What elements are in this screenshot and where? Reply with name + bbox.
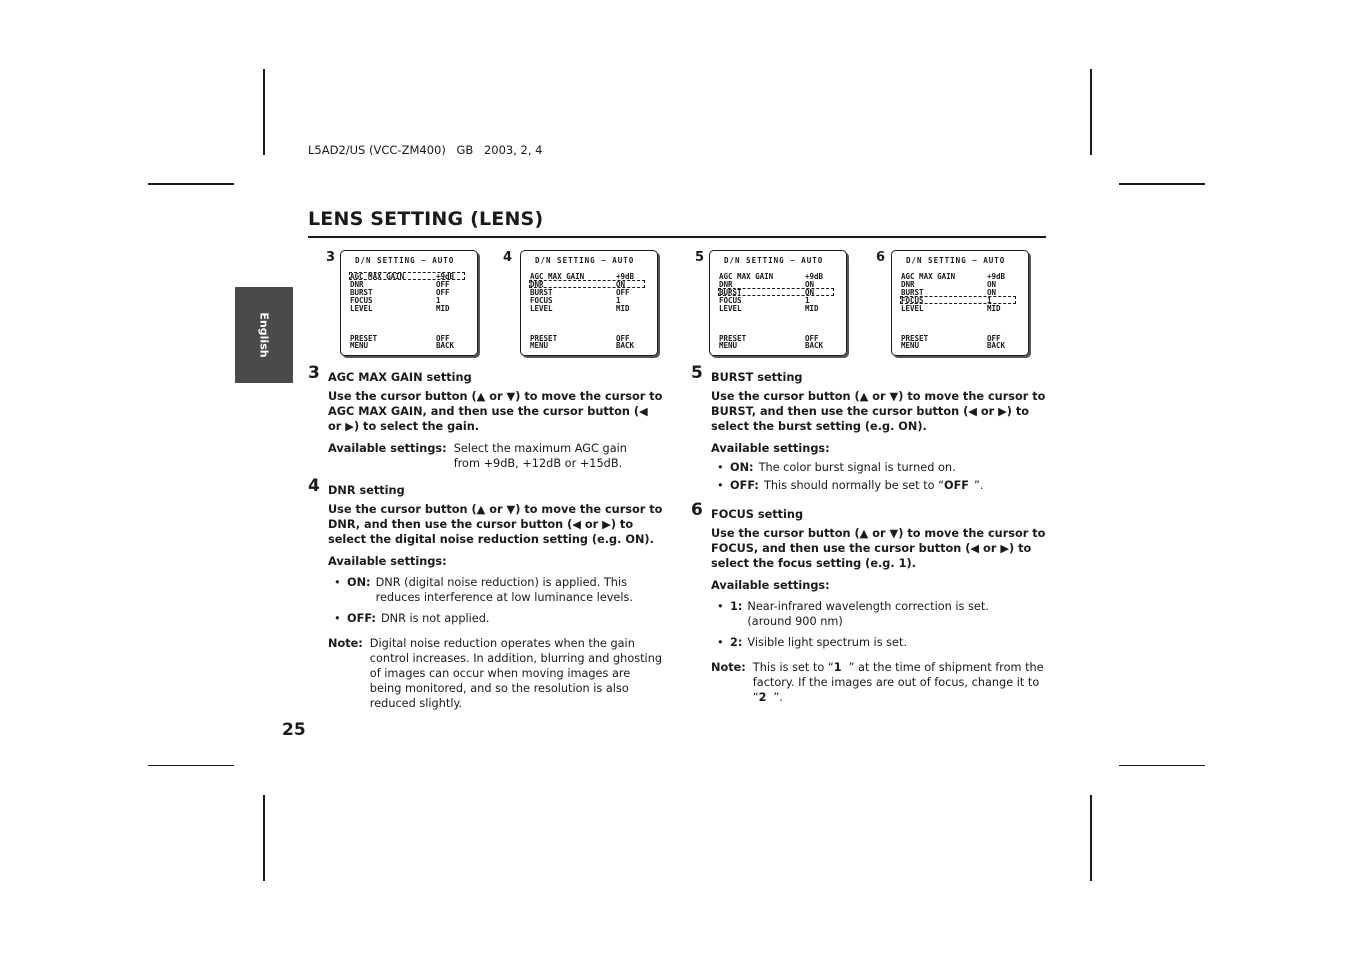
- screen-row-value: MID: [987, 304, 1001, 313]
- screen-number: 4: [503, 250, 513, 265]
- screen-row-label: AGC MAX GAIN: [719, 272, 774, 281]
- screen-row-value: OFF: [616, 288, 630, 297]
- screen-row-value: 1: [616, 296, 621, 305]
- language-tab-label: English: [257, 312, 271, 358]
- screen-number: 6: [876, 250, 886, 265]
- option-label: 1:: [730, 600, 743, 613]
- screen-title: D/N SETTING − AUTO: [535, 256, 635, 265]
- crop-mark: [263, 69, 265, 155]
- right-column: [691, 363, 1046, 713]
- screen-row: [719, 304, 819, 313]
- step-number: 6: [691, 500, 703, 520]
- note-text: Digital noise reduction operates when the gain control increases. In addition, blurring and ghosting of images can occur when moving images are being monitored, and so the resolution is also reduced slightly.: [369, 637, 663, 710]
- screen-row-value: BACK: [805, 341, 824, 350]
- option-text: The color burst signal is turned on.: [758, 461, 956, 474]
- section-heading: DNR setting: [328, 484, 405, 497]
- screen-title: D/N SETTING − AUTO: [906, 256, 1006, 265]
- note-label: Note:: [711, 661, 746, 674]
- language-tab: [235, 287, 293, 383]
- instruction: Use the cursor button (▲ or ▼) to move the cursor to AGC MAX GAIN, and then use the cursor button (◀ or ▶) to select the gain.: [328, 390, 663, 433]
- screen-title: D/N SETTING − AUTO: [724, 256, 824, 265]
- option-label: OFF:: [730, 479, 759, 492]
- screen-row: [901, 341, 1006, 350]
- screen-row-value: MID: [805, 304, 819, 313]
- screen-row-label: MENU: [350, 341, 369, 350]
- screen-row-value: OFF: [987, 334, 1001, 343]
- available-settings: [328, 441, 663, 471]
- section-heading: BURST setting: [711, 371, 803, 384]
- screen-row-label: MENU: [901, 341, 920, 350]
- screen-row-label: LEVEL: [350, 304, 373, 313]
- screen-row: [719, 341, 824, 350]
- list-item: • ON: DNR (digital noise reduction) is applied. This reduces interference at low luminance levels.: [334, 575, 663, 605]
- note: [711, 660, 1046, 705]
- menu-screen: [709, 250, 847, 356]
- available-text: Select the maximum AGC gain from +9dB, +12dB or +15dB.: [453, 442, 627, 470]
- screen-number: 5: [695, 250, 705, 265]
- screen-row-value: ON: [616, 280, 626, 289]
- header-model: L5AD2/US (VCC-ZM400): [308, 143, 446, 157]
- screen-row-label: AGC MAX GAIN: [350, 272, 405, 281]
- screen-row-value: OFF: [616, 334, 630, 343]
- screen-title: D/N SETTING − AUTO: [355, 256, 455, 265]
- screen-row-value: OFF: [436, 334, 450, 343]
- section-heading: AGC MAX GAIN setting: [328, 371, 472, 384]
- crop-mark: [1119, 183, 1205, 185]
- screen-row-label: LEVEL: [719, 304, 742, 313]
- screen-row-label: BURST: [901, 288, 924, 297]
- step-number: 5: [691, 363, 703, 383]
- screen-row-value: +9dB: [436, 272, 455, 281]
- option-label: ON:: [730, 461, 754, 474]
- screen-row-label: MENU: [719, 341, 738, 350]
- screen-row-label: LEVEL: [530, 304, 553, 313]
- option-text: DNR is not applied.: [380, 612, 490, 625]
- screen-row-label: BURST: [719, 288, 742, 297]
- instruction: Use the cursor button (▲ or ▼) to move the cursor to BURST, and then use the cursor button (◀ or ▶) to select the burst setting (e.g. ON).: [711, 390, 1046, 433]
- cursor-highlight: [529, 280, 645, 288]
- note-text: This is set to “1 ” at the time of shipment from the factory. If the images are out of focus, change it to “2 ”.: [752, 661, 1044, 704]
- screen-row-value: ON: [805, 280, 815, 289]
- screen-row-label: BURST: [530, 288, 553, 297]
- list-item: • OFF: This should normally be set to “OFF ”.: [717, 479, 984, 492]
- step-number: 4: [308, 476, 320, 496]
- screen-row-label: PRESET: [350, 334, 378, 343]
- screen-row-value: +9dB: [987, 272, 1006, 281]
- instruction: Use the cursor button (▲ or ▼) to move the cursor to FOCUS, and then use the cursor button (◀ or ▶) to select the focus setting (e.g. 1).: [711, 527, 1046, 570]
- title-rule: [308, 236, 1046, 238]
- available-label: Available settings:: [711, 442, 830, 455]
- screen-row: [901, 304, 1001, 313]
- crop-mark: [263, 795, 265, 881]
- screen-row-value: MID: [616, 304, 630, 313]
- menu-screen: [340, 250, 478, 356]
- available-label: Available settings:: [711, 579, 830, 592]
- available-label: Available settings:: [328, 555, 447, 568]
- screen-row: [530, 341, 635, 350]
- option-text: This should normally be set to “OFF ”.: [763, 479, 984, 492]
- screen-row-value: ON: [805, 288, 815, 297]
- crop-mark: [1090, 69, 1092, 155]
- screen-row-label: DNR: [901, 280, 915, 289]
- header-lang-code: GB: [456, 143, 474, 157]
- list-item: • OFF: DNR is not applied.: [334, 612, 490, 625]
- page-header: [308, 143, 549, 157]
- note: [328, 636, 663, 711]
- list-item: • ON: The color burst signal is turned on.: [717, 461, 956, 474]
- option-text: Visible light spectrum is set.: [747, 636, 908, 649]
- screen-row-label: FOCUS: [719, 296, 742, 305]
- screen-row-value: 1: [805, 296, 810, 305]
- screen-row-value: +9dB: [616, 272, 635, 281]
- screen-row: [530, 304, 630, 313]
- screen-row-value: ON: [987, 288, 997, 297]
- screen-row-label: DNR: [350, 280, 364, 289]
- screen-row-value: ON: [987, 280, 997, 289]
- crop-mark: [148, 183, 234, 185]
- crop-mark: [1119, 765, 1205, 766]
- screen-row-value: 1: [987, 296, 992, 305]
- crop-mark: [1090, 795, 1092, 881]
- screen-row-label: DNR: [530, 280, 544, 289]
- option-label: 2:: [730, 636, 743, 649]
- screen-row: [350, 341, 455, 350]
- screen-row-label: PRESET: [530, 334, 558, 343]
- option-text: Near-infrared wavelength correction is set. (around 900 nm): [747, 600, 989, 628]
- available-label: Available settings:: [328, 442, 447, 455]
- screen-row-label: MENU: [530, 341, 549, 350]
- header-date: 2003, 2, 4: [483, 143, 543, 157]
- screen-row-value: OFF: [436, 280, 450, 289]
- instruction: Use the cursor button (▲ or ▼) to move the cursor to DNR, and then use the cursor button (◀ or ▶) to select the digital noise reduction setting (e.g. ON).: [328, 503, 663, 546]
- section-heading: FOCUS setting: [711, 508, 804, 521]
- screen-row-value: MID: [436, 304, 450, 313]
- left-column: [308, 363, 663, 719]
- menu-screen: [891, 250, 1029, 356]
- crop-mark: [148, 765, 234, 766]
- screen-row-value: 1: [436, 296, 441, 305]
- screen-row-value: BACK: [987, 341, 1006, 350]
- screen-row-label: FOCUS: [901, 296, 924, 305]
- screen-row-label: AGC MAX GAIN: [530, 272, 585, 281]
- screen-number: 3: [326, 250, 336, 265]
- page-number: 25: [282, 720, 306, 740]
- screen-row-value: BACK: [616, 341, 635, 350]
- option-label: ON:: [347, 576, 371, 589]
- screen-row-value: +9dB: [805, 272, 824, 281]
- section-focus: [691, 500, 1046, 705]
- screen-row-label: PRESET: [719, 334, 747, 343]
- screen-row-label: DNR: [719, 280, 733, 289]
- section-agc: [308, 363, 663, 471]
- option-label: OFF:: [347, 612, 376, 625]
- screen-row-value: BACK: [436, 341, 455, 350]
- screen-row-label: LEVEL: [901, 304, 924, 313]
- note-label: Note:: [328, 637, 363, 650]
- section-dnr: [308, 476, 663, 711]
- screen-row: [350, 304, 450, 313]
- screen-row-label: FOCUS: [530, 296, 553, 305]
- screen-row-label: AGC MAX GAIN: [901, 272, 956, 281]
- list-item: • 1: Near-infrared wavelength correction is set. (around 900 nm): [717, 600, 989, 628]
- section-burst: [691, 363, 1046, 493]
- list-item: • 2: Visible light spectrum is set.: [717, 636, 908, 649]
- screen-row-value: OFF: [805, 334, 819, 343]
- menu-screen: [520, 250, 658, 356]
- screen-row-label: PRESET: [901, 334, 929, 343]
- page-title: LENS SETTING (LENS): [308, 208, 544, 230]
- screen-row-value: OFF: [436, 288, 450, 297]
- screen-row-label: FOCUS: [350, 296, 373, 305]
- step-number: 3: [308, 363, 320, 383]
- screen-row-label: BURST: [350, 288, 373, 297]
- option-text: DNR (digital noise reduction) is applied. This reduces interference at low luminance levels.: [375, 576, 634, 604]
